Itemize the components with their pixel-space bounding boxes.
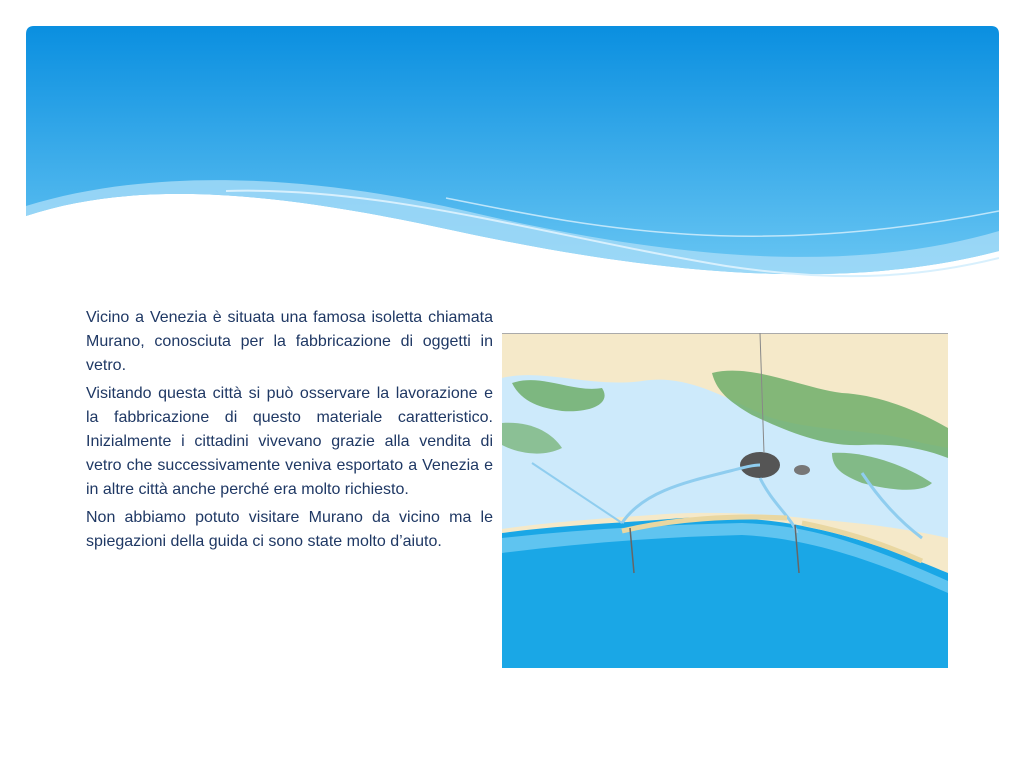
wave-graphic [26,26,999,286]
paragraph-2: Visitando questa città si può osservare la lavorazione e la fabbricazione di questo materiale caratteristico. Inizialmente i cittadini vivevano grazie alla vendita di vetro che successivamente veniva esportato a Venezia e in altre città anche perché era molto richiesto. [86,385,493,498]
header-wave-banner [26,26,999,286]
map-image [502,333,948,668]
venice-lagoon-map [502,333,948,668]
paragraph-1: Vicino a Venezia è situata una famosa isoletta chiamata Murano, conosciuta per la fabbricazione di oggetti in vetro. [86,309,493,374]
body-text [86,306,493,558]
paragraph-3: Non abbiamo potuto visitare Murano da vicino ma le spiegazioni della guida ci sono state molto d’aiuto. [86,509,493,550]
